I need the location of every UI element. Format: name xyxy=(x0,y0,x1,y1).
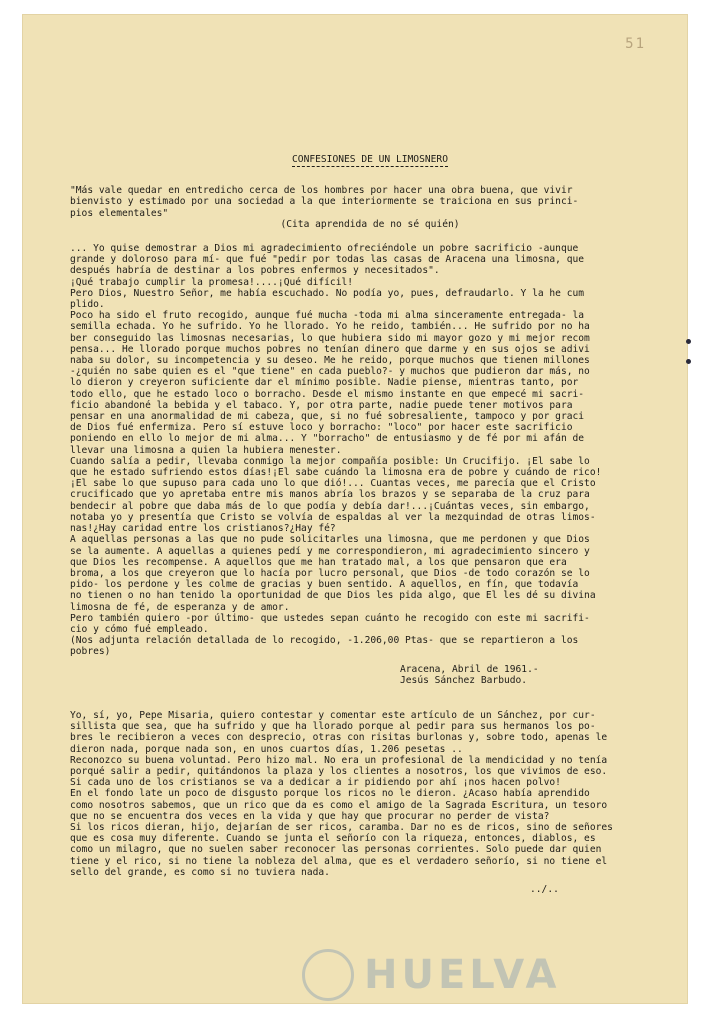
punch-hole-icon xyxy=(686,339,691,344)
letter-line: no tienen o no han tenido la oportunidad de que Dios les pida algo, que El les dé su divina xyxy=(70,590,596,602)
letter-line: grande y doloroso para mí- que fué "pedir por todas las casas de Aracena una limosna, que xyxy=(70,254,585,266)
letter-line: pensar en una anormalidad de mi cabeza, que, si no fué sobresaliente, tampoco y por graci xyxy=(70,411,585,423)
reply-line: como un milagro, que no suelen saber reconocer las personas corrientes. Solo puede dar quien xyxy=(70,844,602,856)
document-page xyxy=(22,14,688,1004)
letter-line: crucificado que yo apretaba entre mis manos abría los brazos y se separaba de la cruz para xyxy=(70,489,590,501)
letter-line: todo ello, que he estado loco o borracho. Desde el mismo instante en que empecé mi sacri- xyxy=(70,388,585,400)
reply-line: En el fondo late un poco de disgusto porque los ricos no le dieron. ¿Acaso había aprendido xyxy=(70,788,590,800)
epigraph-line: pios elementales" xyxy=(70,207,169,219)
letter-line: cio y cómo fué empleado. xyxy=(70,623,209,635)
reply-line: dieron nada, porque nada son, en unos cuartos días, 1.206 pesetas .. xyxy=(70,743,463,755)
reply-line: sello del grande, es como si no tuviera nada. xyxy=(70,866,330,878)
letter-line: bendecir al pobre que daba más de lo que podía y debía dar!...¡Cuántas veces, sin embargo, xyxy=(70,500,590,512)
letter-line: llevar una limosna a quien la hubiera menester. xyxy=(70,444,342,456)
reply-line: Si los ricos dieran, hijo, dejarían de ser ricos, caramba. Dar no es de ricos, sino de señores xyxy=(70,821,613,833)
letter-line: después habría de destinar a los pobres enfermos y necesitados". xyxy=(70,265,440,277)
letter-line: notaba yo y presentía que Cristo se volvía de espaldas al ver la mezquindad de otras limos- xyxy=(70,511,596,523)
letter-line: que he estado sufriendo estos días!¡El sabe cuándo la limosna era de pobre y cuándo de rico! xyxy=(70,467,602,479)
letter-line: ficio abandoné la bebida y el tabaco. Y, por otra parte, nadie puede tener motivos para xyxy=(70,399,573,411)
reply-line: como nosotros sabemos, que un rico que da es como el amigo de la Sagrada Escritura, un tesoro xyxy=(70,799,608,811)
letter-line: semilla echada. Yo he sufrido. Yo he llorado. Yo he reido, también... He sufrido por no ha xyxy=(70,321,590,333)
title-text: CONFESIONES DE UN LIMOSNERO xyxy=(292,154,448,167)
letter-line: -¿quién no sabe quien es el "que tiene" en cada pueblo?- y muchos que pudieron dar más, no xyxy=(70,366,590,378)
letter-line: ¡El sabe lo que supuso para cada uno lo que dió!... Cuantas veces, me parecía que el Cristo xyxy=(70,478,596,490)
letter-line: se la aumente. A aquellas a quienes pedí y me correspondieron, mi agradecimiento sincero y xyxy=(70,545,590,557)
letter-line: de Dios fué enfermiza. Pero sí estuve loco y borracho: "loco" por hacer este sacrificio xyxy=(70,422,573,434)
archive-watermark xyxy=(302,949,560,1001)
epigraph-line: "Más vale quedar en entredicho cerca de los hombres por hacer una obra buena, que vivir xyxy=(70,185,573,197)
letter-line: naba su dolor, su incompetencia y su deseo. Me he reido, porque muchos que tienen millones xyxy=(70,355,590,367)
punch-hole-icon xyxy=(686,359,691,364)
letter-line: Poco ha sido el fruto recogido, aunque fué mucha -toda mi alma sinceramente entregada- la xyxy=(70,310,585,322)
reply-line: tiene y el rico, si no tiene la nobleza del alma, que es el verdadero señorío, si no tiene el xyxy=(70,855,608,867)
letter-line: nas!¿Hay caridad entre los cristianos?¿Hay fé? xyxy=(70,523,336,535)
document-body xyxy=(70,154,670,895)
letter-line: A aquellas personas a las que no pude solicitarles una limosna, que me perdonen y que Dios xyxy=(70,534,590,546)
letter-line: Pero también quiero -por último- que ustedes sepan cuánto he recogido con este mi sacrifi- xyxy=(70,612,590,624)
letter-line: ber conseguido las limosnas necesarias, lo que hubiera sido mi mayor gozo y mi mejor recom xyxy=(70,332,590,344)
letter-line: ¡Qué trabajo cumplir la promesa!....¡Qué difícil! xyxy=(70,276,354,288)
page-number: 51 xyxy=(625,36,646,52)
letter-line: limosna de fé, de esperanza y de amor. xyxy=(70,601,290,613)
reply-line: bres le recibieron a veces con desprecio, otras con risitas burlonas y, sobre todo, apenas le xyxy=(70,732,608,744)
letter-line: Cuando salía a pedir, llevaba conmigo la mejor compañía posible: Un Crucifijo. ¡El sabe lo xyxy=(70,455,590,467)
letter-text xyxy=(70,243,670,658)
reply-text xyxy=(70,710,670,878)
document-title xyxy=(70,154,670,167)
letter-line: que Dios les recompense. A aquellos que me han tratado mal, a los que pensaron que era xyxy=(70,556,567,568)
letter-line: pensa... He llorado porque muchos pobres no tenían dinero que darme y en sus ojos se adivi xyxy=(70,343,590,355)
letter-line: (Nos adjunta relación detallada de lo recogido, -1.206,00 Ptas- que se repartieron a los xyxy=(70,635,579,647)
seal-icon xyxy=(302,949,354,1001)
letter-line: ... Yo quise demostrar a Dios mi agradecimiento ofreciéndole un pobre sacrificio -aunque xyxy=(70,243,579,255)
reply-line: sillista que sea, que ha sufrido y que ha llorado porque al pedir para sus hermanos los po- xyxy=(70,721,596,733)
reply-line: que es cosa muy diferente. Cuando se junta el señorío con la riqueza, entonces, diablos, es xyxy=(70,833,596,845)
reply-line: Si cada uno de los cristianos se va a dedicar a ir pidiendo por ahí ¡nos hacen polvo! xyxy=(70,777,561,789)
signature-author: Jesús Sánchez Barbudo. xyxy=(400,674,528,686)
reply-line: que no se encuentra dos veces en la vida y que hay que procurar no perder de vista? xyxy=(70,810,550,822)
signature-place-date: Aracena, Abril de 1961.- xyxy=(400,663,539,675)
letter-line: lo dieron y creyeron suficiente dar el mínimo posible. Nadie piense, mientras tanto, por xyxy=(70,377,579,389)
epigraph-line: bienvisto y estimado por una sociedad a la que interiormente se traiciona en sus princi- xyxy=(70,196,579,208)
continuation-mark: ../.. xyxy=(530,883,559,895)
reply-line: Yo, sí, yo, Pepe Misaria, quiero contestar y comentar este artículo de un Sánchez, por cur- xyxy=(70,709,596,721)
epigraph-source: (Cita aprendida de no sé quién) xyxy=(280,218,460,230)
reply-line: Reconozco su buena voluntad. Pero hizo mal. No era un profesional de la mendicidad y no tenía xyxy=(70,754,608,766)
letter-line: pobres) xyxy=(70,646,111,658)
letter-line: broma, a los que creyeron que lo hacía por lucro personal, que Dios -de todo corazón se lo xyxy=(70,567,590,579)
reply-line: porqué salir a pedir, quitándonos la plaza y los clientes a nosotros, los que vivimos de eso. xyxy=(70,765,608,777)
epigraph xyxy=(70,185,670,230)
letter-line: pido- los perdone y les colme de gracias y buen sentido. A aquellos, en fín, que todavía xyxy=(70,579,579,591)
letter-line: poniendo en ello lo mejor de mi alma... Y "borracho" de entusiasmo y de fé por mi afán de xyxy=(70,433,585,445)
letter-line: plido. xyxy=(70,299,105,311)
watermark-text: HUELVA xyxy=(364,952,561,998)
letter-line: Pero Dios, Nuestro Señor, me había escuchado. No podía yo, pues, defraudarlo. Y la he cum xyxy=(70,287,585,299)
